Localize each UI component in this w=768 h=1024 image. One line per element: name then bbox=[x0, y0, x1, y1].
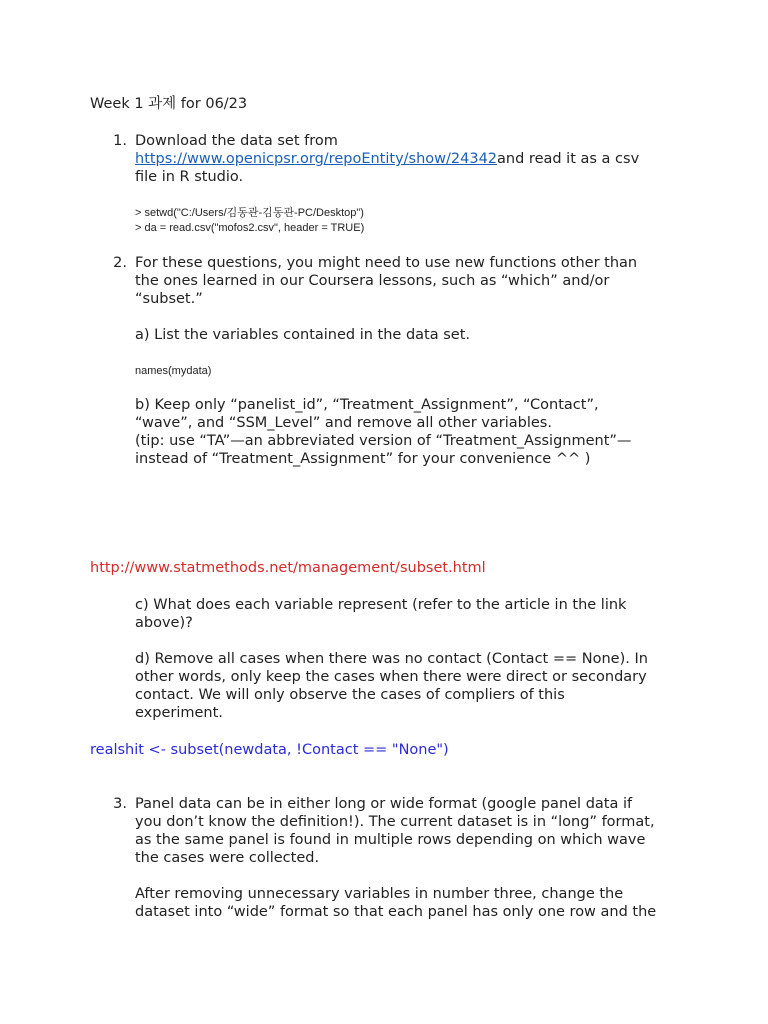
question-d-line2: other words, only keep the cases when there were direct or secondary bbox=[135, 669, 647, 685]
item3-line3: as the same panel is found in multiple rows depending on which wave bbox=[135, 832, 646, 848]
code-read-csv: > da = read.csv("mofos2.csv", header = TRUE) bbox=[135, 222, 365, 234]
item1-line3: file in R studio. bbox=[135, 169, 244, 185]
item1-line1: Download the data set from bbox=[135, 133, 338, 149]
question-d-line4: experiment. bbox=[135, 705, 223, 721]
list-number-1: 1. bbox=[113, 133, 127, 149]
item3-line1: Panel data can be in either long or wide format (google panel data if bbox=[135, 796, 633, 812]
question-d-line1: d) Remove all cases when there was no contact (Contact == None). In bbox=[135, 651, 648, 667]
data-set-link[interactable]: https://www.openicpsr.org/repoEntity/show/24342 bbox=[135, 151, 498, 167]
question-c-line2: above)? bbox=[135, 615, 193, 631]
item1-after-link: and read it as a csv bbox=[497, 151, 640, 167]
item3-line4: the cases were collected. bbox=[135, 850, 320, 866]
item3-line5: After removing unnecessary variables in number three, change the bbox=[135, 886, 624, 902]
item3-line6: dataset into “wide” format so that each panel has only one row and the bbox=[135, 904, 657, 920]
question-b-line2: “wave”, and “SSM_Level” and remove all other variables. bbox=[135, 415, 552, 431]
item2-line1: For these questions, you might need to use new functions other than bbox=[135, 255, 638, 271]
subset-code: realshit <- subset(newdata, !Contact == "None") bbox=[90, 742, 449, 758]
list-number-2: 2. bbox=[113, 255, 127, 271]
item1-line2 bbox=[135, 150, 639, 168]
question-d-line3: contact. We will only observe the cases of compliers of this bbox=[135, 687, 565, 703]
question-b-line1: b) Keep only “panelist_id”, “Treatment_Assignment”, “Contact”, bbox=[135, 397, 599, 413]
code-names: names(mydata) bbox=[135, 365, 212, 377]
question-b-line3: (tip: use “TA”—an abbreviated version of “Treatment_Assignment”— bbox=[135, 433, 632, 449]
item2-line3: “subset.” bbox=[135, 291, 203, 307]
question-a: a) List the variables contained in the data set. bbox=[135, 327, 471, 343]
item2-line2: the ones learned in our Coursera lessons, such as “which” and/or bbox=[135, 273, 610, 289]
code-setwd: > setwd("C:/Users/김동관-김동관-PC/Desktop") bbox=[135, 207, 364, 219]
question-b-line4: instead of “Treatment_Assignment” for your convenience ^^ ) bbox=[135, 451, 591, 467]
item3-line2: you don’t know the definition!). The current dataset is in “long” format, bbox=[135, 814, 655, 830]
page-title: Week 1 과제 for 06/23 bbox=[90, 96, 248, 112]
list-number-3: 3. bbox=[113, 796, 127, 812]
question-c-line1: c) What does each variable represent (refer to the article in the link bbox=[135, 597, 627, 613]
statmethods-link[interactable]: http://www.statmethods.net/management/subset.html bbox=[90, 560, 486, 576]
